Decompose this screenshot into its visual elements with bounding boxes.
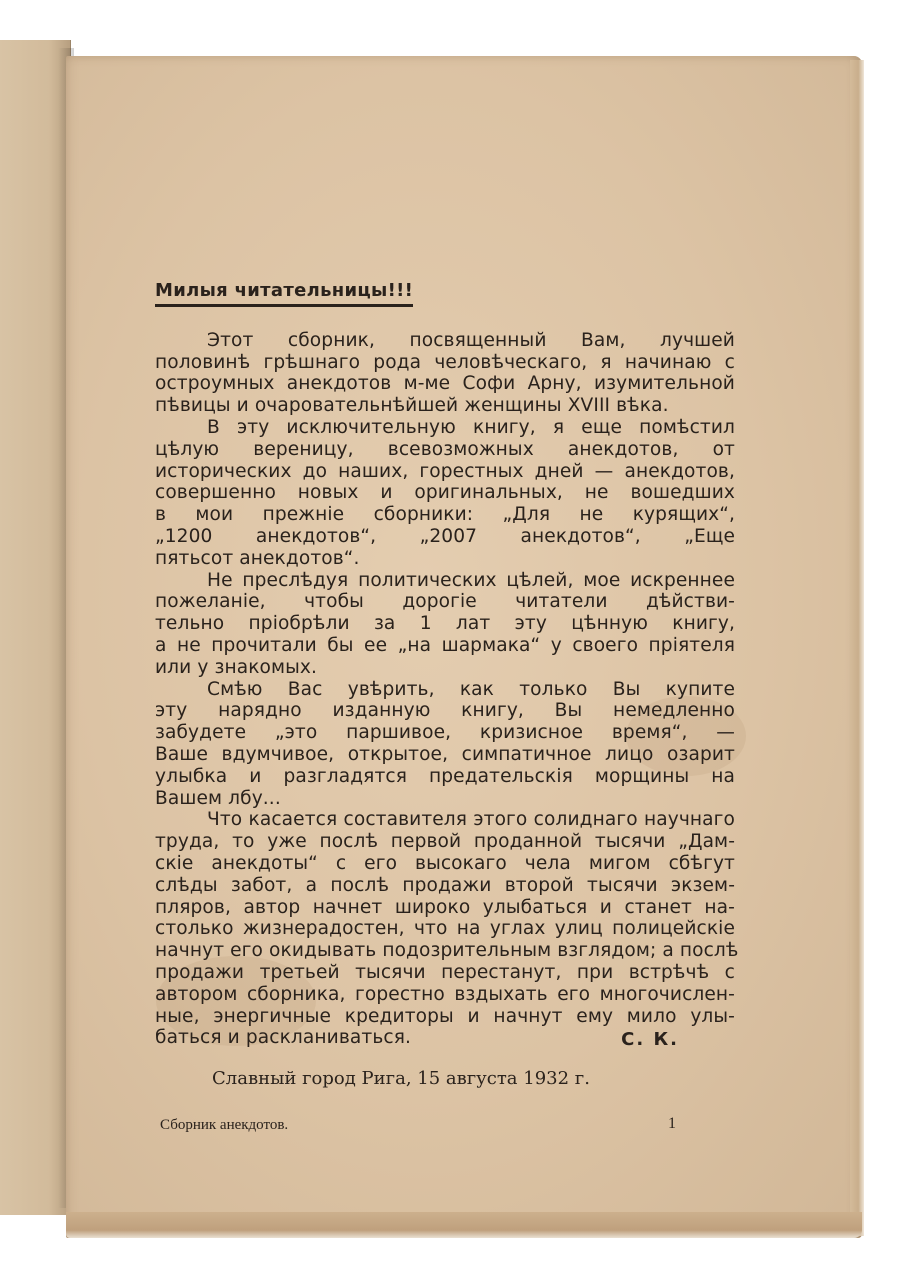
text-line: столько жизнерадостен, что на углах улиц полицейскіе [155, 918, 735, 940]
text-line: или у знакомых. [155, 656, 318, 678]
footer-book-title: Сборник анекдотов. [160, 1117, 289, 1133]
text-line: продажи третьей тысячи перестанут, при встрѣчѣ с [155, 961, 735, 983]
text-line: цѣлую вереницу, всевозможных анекдотов, от [155, 438, 735, 460]
text-line: пятьсот анекдотов“. [155, 547, 360, 569]
text-line: пляров, автор начнет широко улыбаться и станет на- [155, 896, 735, 918]
text-line: половинѣ грѣшнаго рода человѣческаго, я начинаю с [155, 351, 735, 373]
text-line: Не преслѣдуя политических цѣлей, мое искреннее [207, 569, 735, 591]
body-text [155, 329, 739, 1028]
page-number: 1 [668, 1115, 676, 1132]
text-line: начнут его окидывать подозрительным взглядом; а послѣ [155, 940, 739, 962]
text-line: В эту исключительную книгу, я еще помѣстил [207, 416, 735, 438]
text-line: Ваше вдумчивое, открытое, симпатичное лицо озарит [155, 743, 735, 765]
text-line: баться и раскланиваться. [155, 1027, 411, 1049]
text-line: совершенно новых и оригинальных, не вошедших [155, 482, 735, 504]
text-line: „1200 анекдотов“, „2007 анекдотов“, „Еще [155, 525, 735, 547]
page-bottom-edge [66, 1212, 862, 1238]
text-line: пѣвицы и очаровательнѣйшей женщины XVIII вѣка. [155, 395, 669, 417]
text-line: исторических до наших, горестных дней — анекдотов, [155, 460, 735, 482]
signature-row [155, 1027, 735, 1049]
author-signature: С. К. [621, 1029, 679, 1051]
text-line: слѣды забот, а послѣ продажи второй тысячи экзем- [155, 874, 735, 896]
text-line: тельно пріобрѣли за 1 лат эту цѣнную книгу, [155, 613, 735, 635]
page-text-block [155, 280, 739, 1051]
text-line: остроумных анекдотов м-ме Софи Арну, изумительной [155, 373, 735, 395]
text-line: а не прочитали бы ее „на шармака“ у своего пріятеля [155, 634, 735, 656]
text-line: улыбка и разгладятся предательскія морщины на [155, 765, 735, 787]
page-right-edge [850, 60, 864, 1236]
place-and-date: Славный город Рига, 15 августа 1932 г. [212, 1068, 590, 1089]
text-line: Вашем лбу... [155, 787, 281, 809]
text-line: Этот сборник, посвященный Вам, лучшей [207, 329, 735, 351]
text-line: ные, энергичные кредиторы и начнут ему мило улы- [155, 1005, 735, 1027]
text-line: пожеланіе, чтобы дорогіе читатели дѣйстви- [155, 591, 735, 613]
text-line: Смѣю Вас увѣрить, как только Вы купите [207, 678, 735, 700]
text-line: автором сборника, горестно вздыхать его многочислен- [155, 983, 735, 1005]
text-line: эту нарядно изданную книгу, Вы немедленно [155, 700, 735, 722]
text-line: забудете „это паршивое, кризисное время“, — [155, 722, 735, 744]
text-line: труда, то уже послѣ первой проданной тысячи „Дам- [155, 831, 735, 853]
text-line: скіе анекдоты“ с его высокаго чела мигом сбѣгут [155, 852, 735, 874]
text-line: Что касается составителя этого солиднаго научнаго [207, 809, 735, 831]
page-heading: Милыя читательницы!!! [155, 280, 413, 307]
text-line: в мои прежніе сборники: „Для не курящих“, [155, 504, 735, 526]
